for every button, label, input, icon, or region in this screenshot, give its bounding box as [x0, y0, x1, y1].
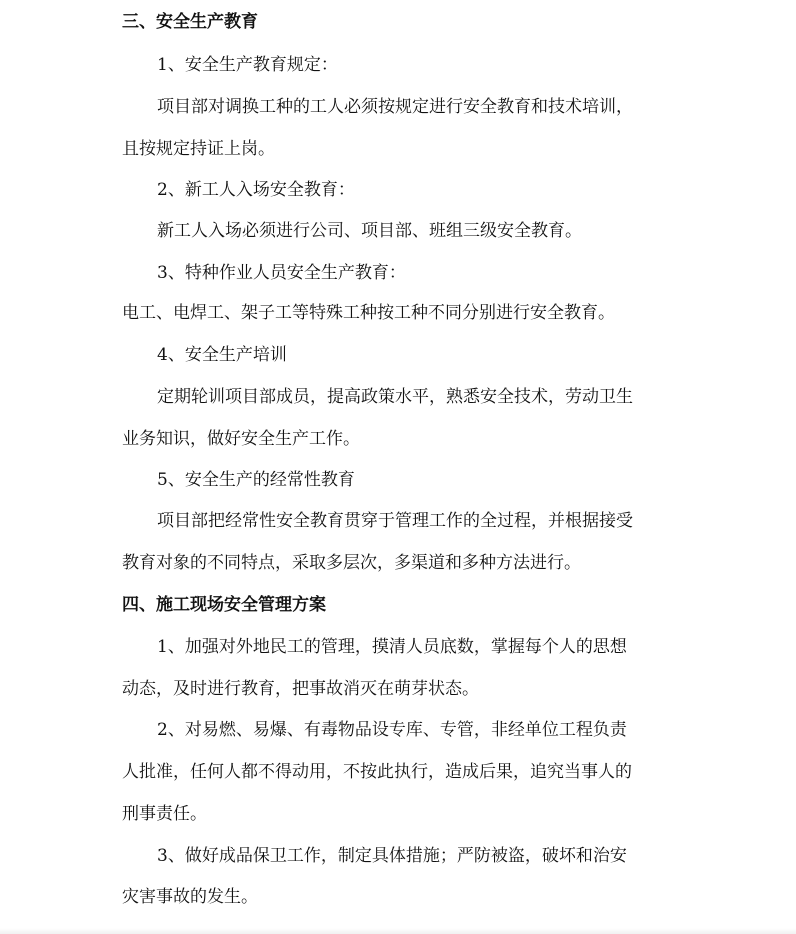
page-bottom-shadow [0, 928, 796, 934]
section-3-item-5-title: 5、安全生产的经常性教育 [157, 470, 355, 490]
section-3-item-3-body-line-1: 电工、电焊工、架子工等特殊工种按工种不同分别进行安全教育。 [122, 303, 615, 323]
section-4-item-2-line-1: 2、对易燃、易爆、有毒物品设专库、专管，非经单位工程负责 [157, 720, 627, 740]
section-3-heading: 三、安全生产教育 [122, 12, 258, 32]
section-4-item-1-line-1: 1、加强对外地民工的管理，摸清人员底数，掌握每个人的思想 [157, 637, 627, 657]
section-4-item-3-line-2: 灾害事故的发生。 [122, 887, 258, 907]
section-3-item-5-body-line-2: 教育对象的不同特点，采取多层次，多渠道和多种方法进行。 [122, 553, 581, 573]
section-3-item-5-body-line-1: 项目部把经常性安全教育贯穿于管理工作的全过程，并根据接受 [157, 511, 633, 531]
section-3-item-2-title: 2、新工人入场安全教育： [157, 180, 355, 200]
section-3-item-1-title: 1、安全生产教育规定： [157, 55, 338, 75]
section-3-item-1-body-line-2: 且按规定持证上岗。 [122, 139, 275, 159]
section-3-item-4-body-line-2: 业务知识，做好安全生产工作。 [122, 429, 360, 449]
section-4-item-2-line-3: 刑事责任。 [122, 804, 207, 824]
section-3-item-4-body-line-1: 定期轮训项目部成员，提高政策水平，熟悉安全技术，劳动卫生 [157, 387, 633, 407]
section-3-item-3-title: 3、特种作业人员安全生产教育： [157, 263, 406, 283]
section-4-item-3-line-1: 3、做好成品保卫工作，制定具体措施；严防被盗，破坏和治安 [157, 846, 627, 866]
section-4-item-2-line-2: 人批准，任何人都不得动用，不按此执行，造成后果，追究当事人的 [122, 762, 632, 782]
section-4-heading: 四、施工现场安全管理方案 [122, 595, 326, 615]
section-4-item-1-line-2: 动态，及时进行教育，把事故消灭在萌芽状态。 [122, 679, 479, 699]
section-3-item-4-title: 4、安全生产培训 [157, 345, 287, 365]
section-3-item-1-body-line-1: 项目部对调换工种的工人必须按规定进行安全教育和技术培训， [157, 97, 633, 117]
section-3-item-2-body-line-1: 新工人入场必须进行公司、项目部、班组三级安全教育。 [157, 221, 582, 241]
